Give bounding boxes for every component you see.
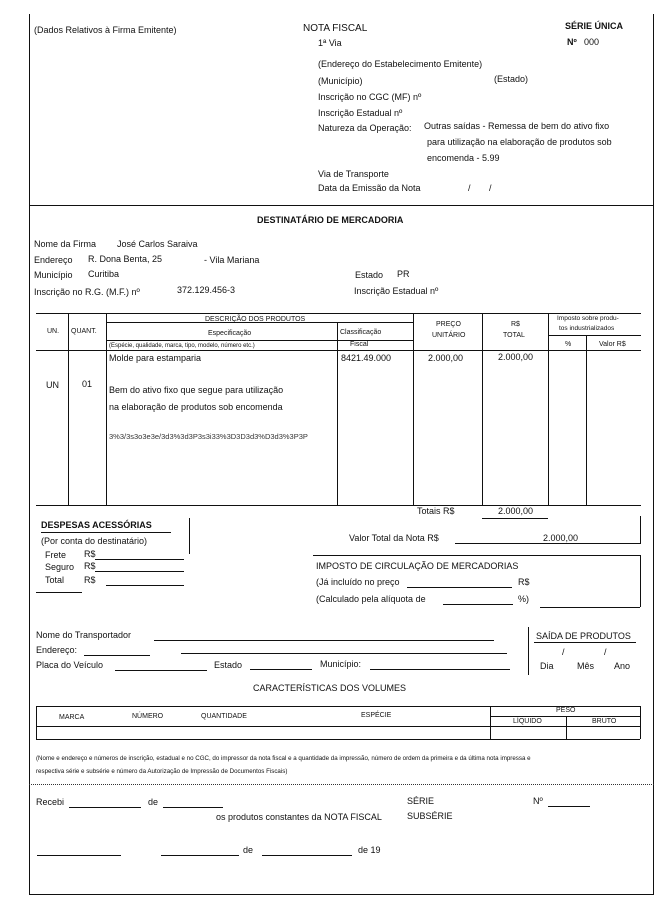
- recipient-address-label: Endereço: [34, 255, 73, 265]
- note-total-line: [455, 543, 640, 544]
- signature-de-2: de: [243, 845, 254, 855]
- receipt-serie: SÉRIE: [407, 796, 435, 806]
- col-tax-2: tos industrializados: [559, 325, 615, 332]
- footer-dotted-divider: [29, 784, 654, 785]
- tax-sub-line: [548, 335, 641, 336]
- icms-calc-line: [443, 604, 513, 605]
- frete-label: Frete: [45, 550, 67, 560]
- item-unit: UN: [46, 380, 59, 390]
- note-total-value: 2.000,00: [543, 533, 579, 543]
- expenses-bottom-line: [36, 592, 82, 593]
- col-line-1: [68, 313, 69, 505]
- icms-title: IMPOSTO DE CIRCULAÇÃO DE MERCADORIAS: [316, 561, 519, 571]
- col-spec-sub: (Espécie, qualidade, marca, tipo, modelo, número etc.): [109, 343, 255, 349]
- volumes-right: [640, 706, 641, 739]
- seguro-line: [95, 571, 184, 572]
- col-un: UN.: [47, 328, 60, 335]
- volumes-liquido: LÍQUIDO: [513, 718, 542, 725]
- col-unit-price-2: UNITÁRIO: [432, 332, 466, 339]
- icms-right-line: [640, 555, 641, 607]
- seguro-label: Seguro: [45, 562, 75, 572]
- volumes-numero: NÚMERO: [132, 713, 164, 720]
- col-total-2: TOTAL: [503, 332, 525, 339]
- item-unit-price: 2.000,00: [428, 353, 464, 363]
- total-label: Total: [45, 575, 65, 585]
- issuer-cgc-label: Inscrição no CGC (MF) nº: [318, 92, 422, 102]
- item-classification: 8421.49.000: [341, 353, 392, 363]
- col-tax-pct: %: [565, 341, 572, 348]
- volumes-left: [36, 706, 37, 739]
- recipient-rg-value: 372.129.456-3: [177, 285, 236, 295]
- icms-calc-label: (Calculado pela alíquota de: [316, 594, 426, 604]
- icms-top-line: [313, 555, 640, 556]
- recipient-title: DESTINATÁRIO DE MERCADORIA: [257, 215, 404, 225]
- carrier-estado-line: [250, 669, 312, 670]
- volumes-especie: ESPÉCIE: [361, 712, 392, 719]
- total-line: [106, 585, 184, 586]
- carrier-address-line-2: [181, 653, 507, 654]
- item-scribble: 3%3/3s3o3e3e/3d3%3d3P3s3i33%3D3D3d3%D3d3%3P3P: [109, 432, 308, 441]
- col-line-2: [106, 313, 107, 505]
- products-top: [36, 313, 641, 314]
- icms-bottom-line: [540, 607, 640, 608]
- frame-right: [653, 14, 654, 894]
- exit-box-left: [528, 627, 529, 675]
- carrier-line: [154, 640, 494, 641]
- volumes-bruto: BRUTO: [592, 718, 617, 725]
- col-spec: Especificação: [208, 330, 252, 337]
- issuer-note: (Dados Relativos à Firma Emitente): [34, 25, 177, 35]
- col-line-4: [413, 313, 414, 505]
- exit-title: SAÍDA DE PRODUTOS: [536, 631, 631, 641]
- exit-title-line: [534, 642, 636, 643]
- item-total: 2.000,00: [498, 352, 534, 362]
- frete-currency: R$: [84, 549, 96, 559]
- col-line-7: [586, 335, 587, 505]
- expenses-side-line: [189, 518, 190, 554]
- carrier-address-line: [84, 655, 150, 656]
- via-label: 1ª Via: [318, 38, 342, 48]
- recipient-municipio-label: Município: [34, 270, 73, 280]
- plate-label: Placa do Veículo: [36, 660, 104, 670]
- item-note-line2: na elaboração de produtos sob encomenda: [109, 402, 283, 412]
- recipient-municipio-value: Curitiba: [88, 269, 120, 279]
- number-label: Nº: [567, 37, 577, 47]
- exit-sep-1: /: [562, 647, 565, 657]
- exit-day: Dia: [540, 661, 554, 671]
- col-line-5: [482, 313, 483, 505]
- col-line-3: [337, 322, 338, 505]
- exit-month: Mês: [577, 661, 595, 671]
- recipient-name-value: José Carlos Saraiva: [117, 239, 198, 249]
- col-line-6: [548, 313, 549, 505]
- frame-bottom: [29, 894, 654, 895]
- receipt-month-line: [163, 807, 223, 808]
- frete-line: [95, 559, 184, 560]
- col-desc-title: DESCRIÇÃO DOS PRODUTOS: [205, 316, 306, 323]
- item-note-line1: Bem do ativo fixo que segue para utilização: [109, 385, 284, 395]
- carrier-label: Nome do Transportador: [36, 630, 132, 640]
- products-header-bottom: [36, 350, 641, 351]
- issuer-ie-label: Inscrição Estadual nº: [318, 108, 403, 118]
- expenses-title: DESPESAS ACESSÓRIAS: [41, 520, 152, 530]
- doc-title: NOTA FISCAL: [303, 23, 368, 34]
- issue-date-sep1: /: [468, 183, 471, 193]
- number-value: 000: [584, 37, 600, 47]
- recipient-address-extra: - Vila Mariana: [204, 255, 260, 265]
- receipt-products-text: os produtos constantes da NOTA FISCAL: [216, 812, 382, 822]
- col-class: Classificação: [340, 329, 382, 336]
- volumes-col-peso: [490, 706, 491, 739]
- note-total-label: Valor Total da Nota R$: [349, 533, 439, 543]
- header-divider: [29, 205, 654, 206]
- volumes-peso: PESO: [556, 707, 576, 714]
- carrier-address-label: Endereço:: [36, 645, 78, 655]
- operation-label: Natureza da Operação:: [318, 123, 412, 133]
- serie-label: SÉRIE ÚNICA: [565, 21, 624, 31]
- receipt-num: Nº: [533, 796, 543, 806]
- expenses-subtitle: (Por conta do destinatário): [41, 536, 148, 546]
- recipient-name-label: Nome da Firma: [34, 239, 97, 249]
- col-tax-val: Valor R$: [599, 341, 626, 348]
- products-bottom: [36, 505, 641, 506]
- item-quantity: 01: [82, 379, 93, 389]
- issuer-municipio-label: (Município): [318, 76, 363, 86]
- receipt-subserie: SUBSÉRIE: [407, 811, 453, 821]
- issue-date-label: Data da Emissão da Nota: [318, 183, 421, 193]
- frame-left: [29, 14, 30, 894]
- volumes-top: [36, 706, 640, 707]
- signature-de-3: de 19: [358, 845, 381, 855]
- expenses-title-line: [41, 532, 171, 533]
- col-total-1: R$: [511, 321, 520, 328]
- volumes-header-line: [36, 726, 640, 727]
- printer-note-line1: (Nome e endereço e números de inscrição, estadual e no CGC, do impressor da nota fiscal e a quantidade da impressão, número de ordem da primeira e da última nota impressa e: [36, 755, 531, 762]
- col-unit-price-1: PREÇO: [436, 321, 461, 328]
- volumes-title: CARACTERÍSTICAS DOS VOLUMES: [253, 683, 407, 693]
- operation-line2: para utilização na elaboração de produtos sob: [427, 137, 612, 147]
- operation-line3: encomenda - 5.99: [427, 153, 500, 163]
- plate-line: [115, 670, 207, 671]
- icms-included-currency: R$: [518, 577, 530, 587]
- totals-value: 2.000,00: [498, 506, 534, 516]
- signature-place-line: [37, 855, 121, 856]
- volumes-peso-line: [490, 716, 640, 717]
- carrier-municipio-label: Município:: [320, 659, 362, 669]
- exit-year: Ano: [614, 661, 631, 671]
- col-quant: QUANT.: [71, 328, 97, 335]
- printer-note-line2: respectiva série e subsérie e número da Autorização de Impressão de Documentos Fiscais): [36, 768, 288, 775]
- totals-label: Totais R$: [417, 506, 455, 516]
- total-currency: R$: [84, 575, 96, 585]
- issuer-address-label: (Endereço do Estabelecimento Emitente): [318, 59, 483, 69]
- icms-included-label: (Já incluído no preço: [316, 577, 400, 587]
- receipt-de-1: de: [148, 797, 159, 807]
- item-description: Molde para estamparia: [109, 353, 202, 363]
- issuer-estado-label: (Estado): [494, 74, 529, 84]
- volumes-quantidade: QUANTIDADE: [201, 713, 247, 720]
- volumes-col-bruto: [566, 716, 567, 739]
- recipient-estado-label: Estado: [355, 270, 384, 280]
- icms-included-line: [407, 587, 512, 588]
- recipient-estado-value: PR: [397, 269, 410, 279]
- carrier-municipio-line: [370, 669, 510, 670]
- seguro-currency: R$: [84, 561, 96, 571]
- signature-month-line: [262, 855, 352, 856]
- col-tax-1: Imposto sobre produ-: [557, 315, 619, 322]
- receipt-line: [69, 807, 141, 808]
- issue-date-sep2: /: [489, 183, 492, 193]
- volumes-bottom: [36, 739, 640, 740]
- note-total-right: [640, 516, 641, 544]
- recipient-address-value: R. Dona Benta, 25: [88, 254, 163, 264]
- recipient-rg-label: Inscrição no R.G. (M.F.) nº: [34, 287, 140, 297]
- totals-underline: [482, 518, 548, 519]
- transport-label: Via de Transporte: [318, 169, 389, 179]
- exit-sep-2: /: [604, 647, 607, 657]
- carrier-estado-label: Estado: [214, 660, 243, 670]
- recipient-ie-label: Inscrição Estadual nº: [354, 286, 439, 296]
- icms-calc-pct: %): [518, 594, 529, 604]
- signature-day-line: [161, 855, 239, 856]
- col-class-sub: Fiscal: [350, 341, 369, 348]
- operation-line1: Outras saídas - Remessa de bem do ativo fixo: [424, 121, 610, 131]
- volumes-marca: MARCA: [59, 714, 85, 721]
- receipt-label: Recebi: [36, 797, 65, 807]
- receipt-num-line: [548, 806, 590, 807]
